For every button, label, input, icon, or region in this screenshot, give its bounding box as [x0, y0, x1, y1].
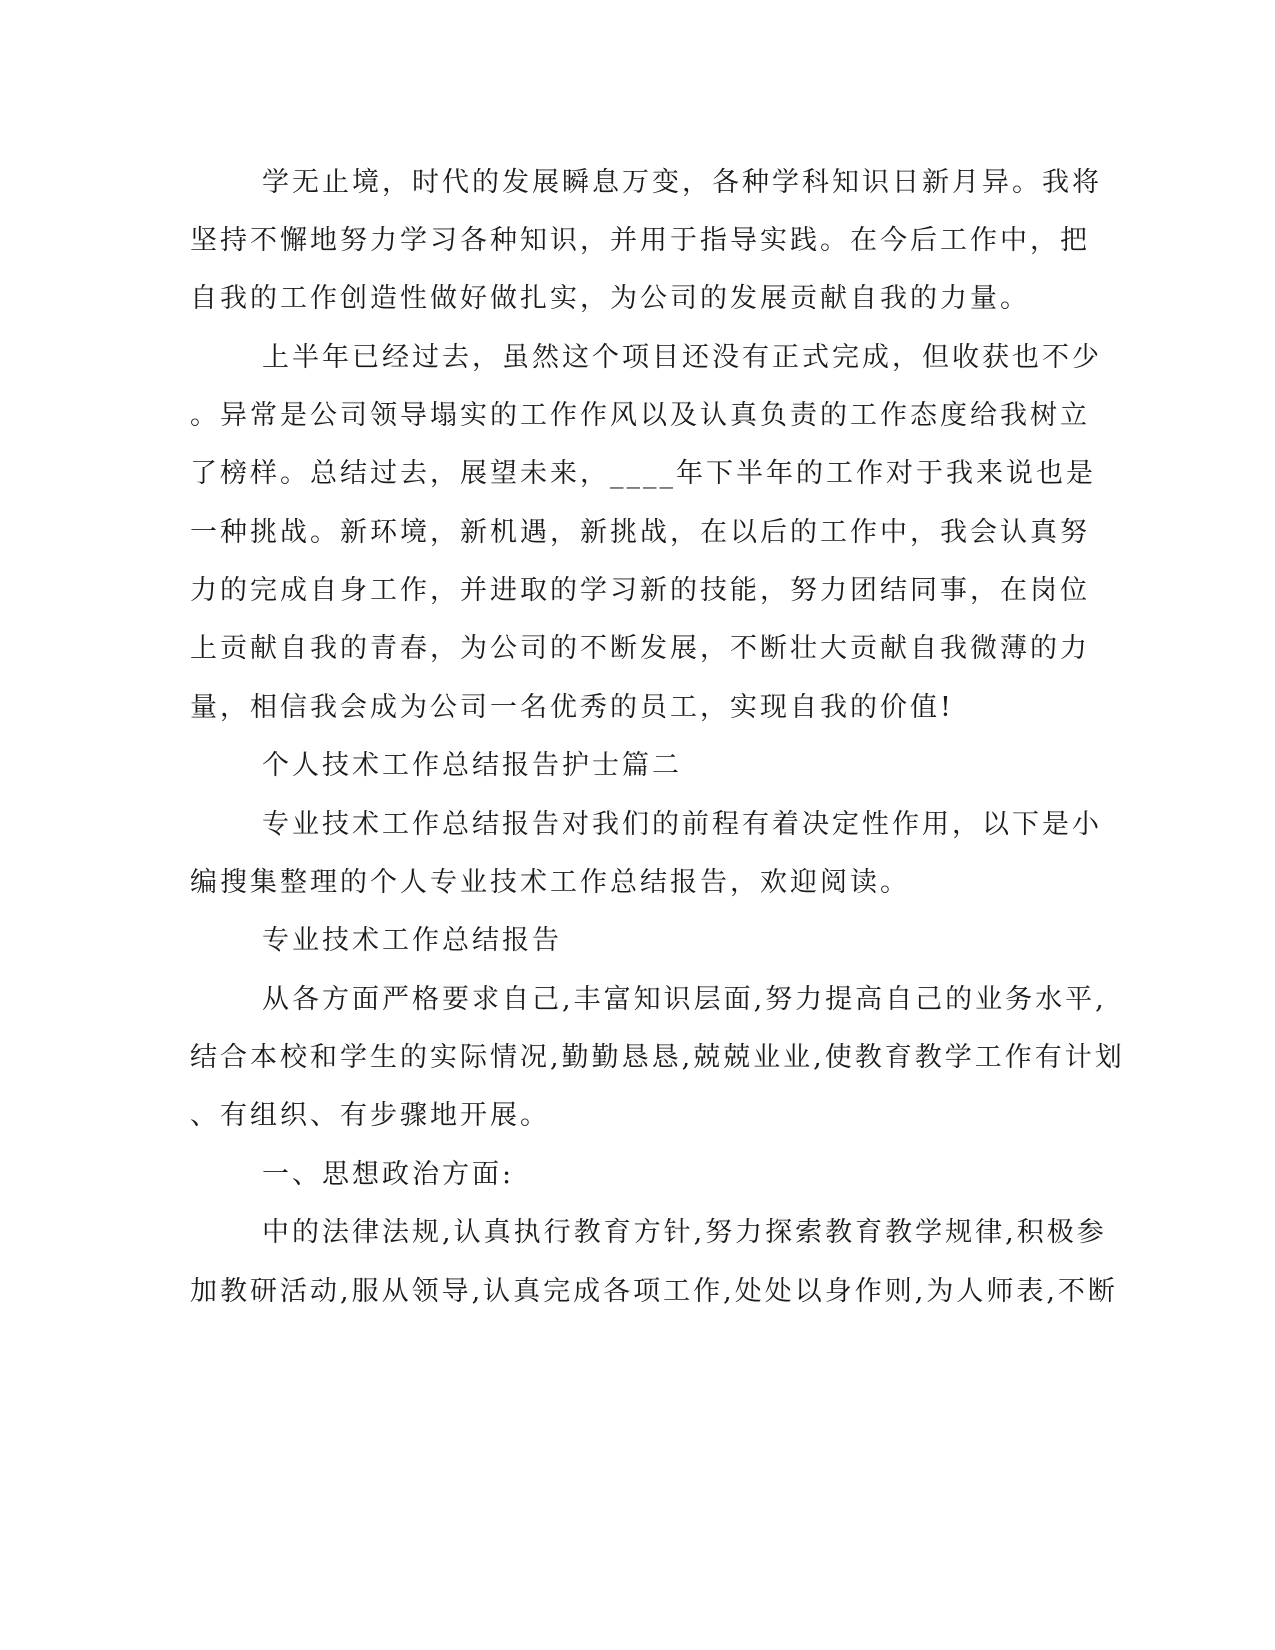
section-heading: 个人技术工作总结报告护士篇二	[262, 750, 682, 781]
paragraph-line: 一种挑战。新环境，新机遇，新挑战，在以后的工作中，我会认真努	[190, 517, 1090, 548]
paragraph-line: 专业技术工作总结报告对我们的前程有着决定性作用，以下是小	[262, 809, 1102, 840]
section-heading: 专业技术工作总结报告	[262, 925, 562, 956]
paragraph-line: 学无止境，时代的发展瞬息万变，各种学科知识日新月异。我将	[262, 167, 1102, 198]
paragraph-line: 坚持不懈地努力学习各种知识，并用于指导实践。在今后工作中，把	[190, 225, 1090, 256]
paragraph-line: 。异常是公司领导塌实的工作作风以及认真负责的工作态度给我树立	[190, 400, 1090, 431]
paragraph-line: 上贡献自我的青春，为公司的不断发展，不断壮大贡献自我微薄的力	[190, 633, 1090, 664]
paragraph-line: 上半年已经过去，虽然这个项目还没有正式完成，但收获也不少	[262, 342, 1102, 373]
paragraph-line: 量，相信我会成为公司一名优秀的员工，实现自我的价值!	[190, 692, 954, 723]
paragraph-line: 中的法律法规,认真执行教育方针,努力探索教育教学规律,积极参	[262, 1217, 1107, 1248]
paragraph-line: 力的完成自身工作，并进取的学习新的技能，努力团结同事，在岗位	[190, 575, 1090, 606]
paragraph-line: 加教研活动,服从领导,认真完成各项工作,处处以身作则,为人师表,不断	[190, 1276, 1118, 1307]
paragraph-line: 了榜样。总结过去，展望未来，____年下半年的工作对于我来说也是	[190, 458, 1096, 489]
paragraph-line: 从各方面严格要求自己,丰富知识层面,努力提高自己的业务水平,	[262, 984, 1107, 1015]
paragraph-line: 自我的工作创造性做好做扎实，为公司的发展贡献自我的力量。	[190, 283, 1030, 314]
paragraph-line: 编搜集整理的个人专业技术工作总结报告，欢迎阅读。	[190, 867, 910, 898]
section-heading: 一、思想政治方面:	[262, 1159, 515, 1190]
paragraph-line: 、有组织、有步骤地开展。	[190, 1100, 550, 1131]
paragraph-line: 结合本校和学生的实际情况,勤勤恳恳,兢兢业业,使教育教学工作有计划	[190, 1042, 1125, 1073]
